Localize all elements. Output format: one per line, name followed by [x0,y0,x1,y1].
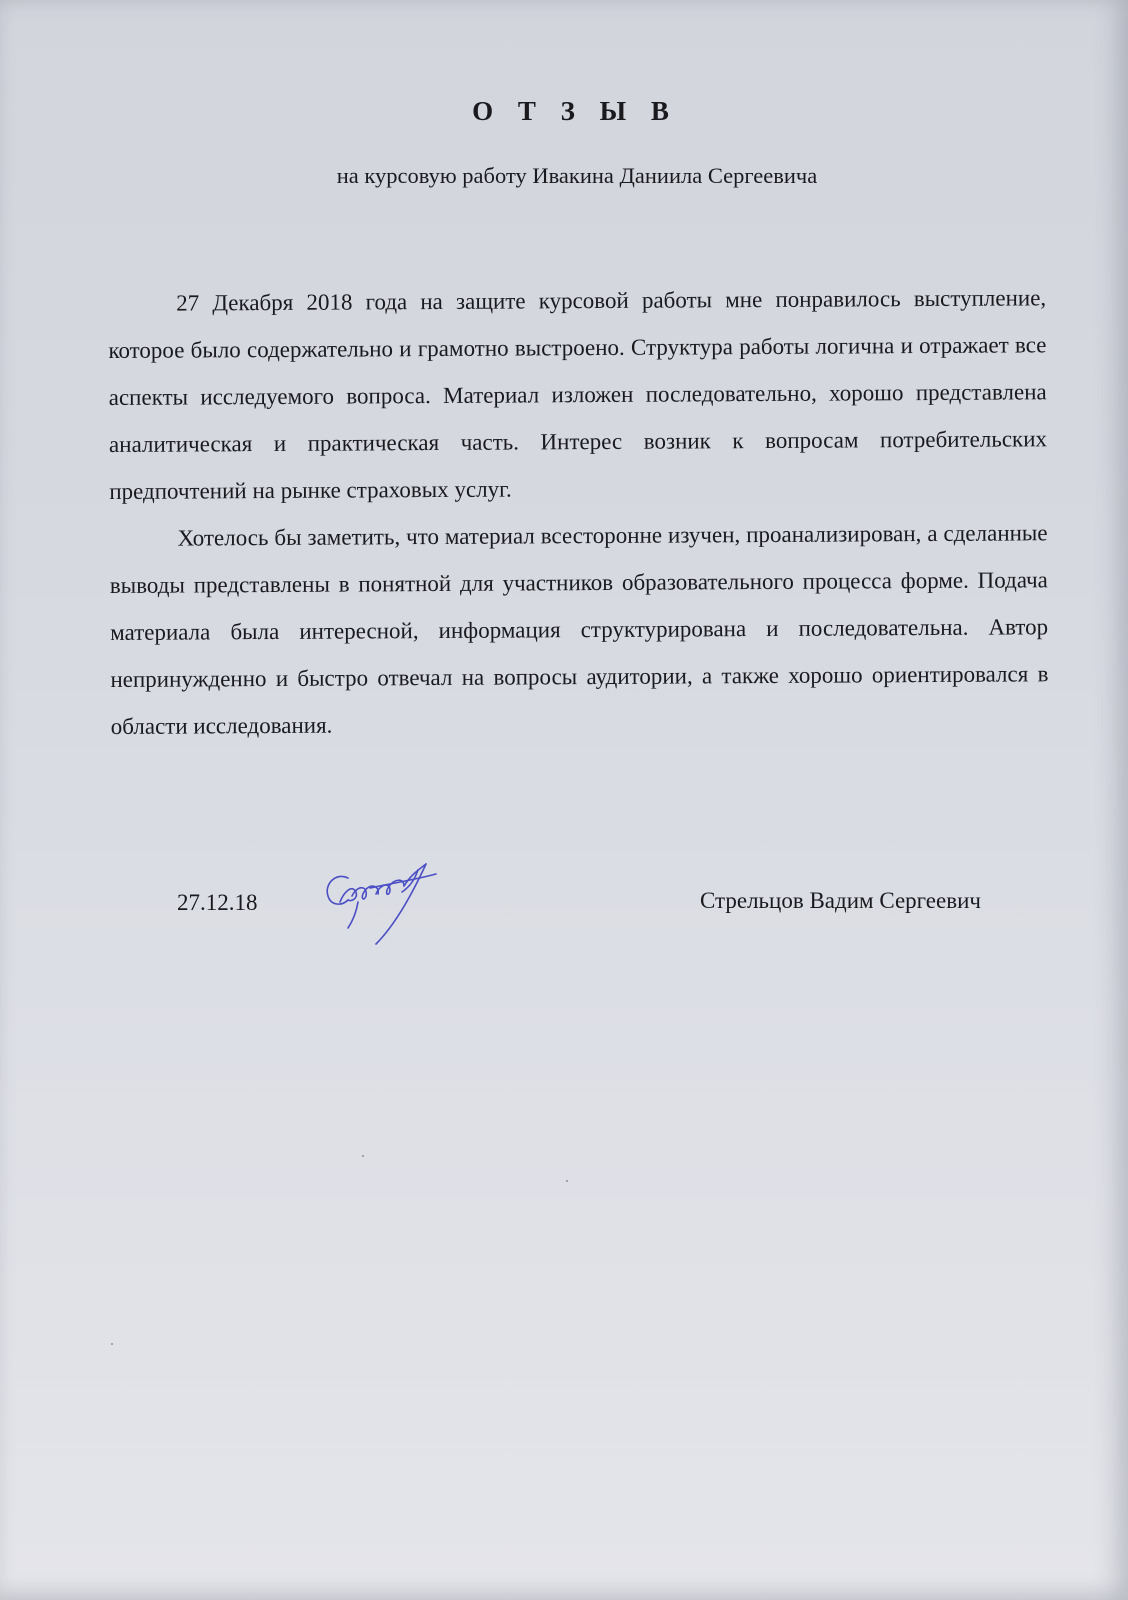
body-paragraph-1: 27 Декабря 2018 года на защите курсовой работы мне понравилось выступление, которое было содержательно и грамотно выстроено. Структура работы логична и отражает все аспекты исследуемого вопроса. Материал изложен последовательно, хорошо представлена аналитическая и практическая часть. Интерес возник к вопросам потребительских предпочтений на рынке страховых услуг. [108,285,1048,504]
document-subtitle: на курсовую работу Ивакина Даниила Сергеевича [336,163,818,188]
paper-speck [111,1343,113,1345]
handwritten-signature [318,862,448,962]
document-body [108,274,1049,750]
paper-speck [566,1180,568,1182]
body-paragraph-2: Хотелось бы заметить, что материал всесторонне изучен, проанализирован, а сделанные выводы представлены в понятной для участников образовательного процесса форме. Подача материала была интересной, информация структурирована и последовательна. Автор непринужденно и быстро отвечал на вопросы аудитории, а также хорошо ориентировался в области исследования. [109,520,1049,739]
signer-name: Стрельцов Вадим Сергеевич [700,888,981,913]
document-title: О Т З Ы В [472,96,678,126]
signature-date: 27.12.18 [177,890,258,915]
paper-speck [362,1155,364,1157]
